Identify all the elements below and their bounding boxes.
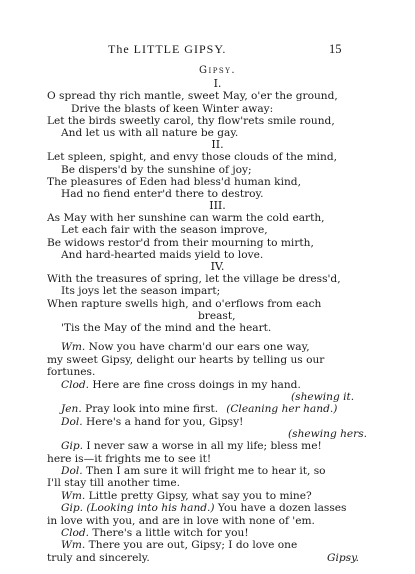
dialogue-line: truly and sincerely. [47, 551, 150, 564]
dialogue-line [61, 502, 346, 515]
stage-direction: (Cleaning her hand.) [226, 403, 338, 416]
dialogue-line [61, 403, 337, 416]
speech-text: Here are fine cross doings in my hand. [89, 378, 301, 391]
dialogue-line [61, 440, 322, 453]
stage-direction: (Looking into his hand.) [83, 502, 215, 515]
speaker-name: Gip. [61, 440, 83, 453]
verse-line: When rapture swells high, and o'erflows from each [47, 297, 322, 310]
dialogue-line: I'll stay till another time. [47, 477, 181, 490]
speech-text: Here's a hand for you, Gipsy! [82, 415, 244, 428]
speaker-name: Gip. [61, 502, 83, 515]
speaker-name: Clod. [61, 526, 90, 539]
dialogue-line [61, 490, 312, 503]
speech-text: Then I am sure it will fright me to hear it, so [82, 465, 326, 478]
dialogue-line: here is—it frights me to see it! [47, 452, 212, 465]
dialogue-line [61, 379, 301, 392]
speaker-name: Wm. [61, 341, 86, 354]
verse-line: O spread thy rich mantle, sweet May, o'er the ground, [47, 90, 338, 103]
speech-text: Now you have charm'd our ears one way, [85, 341, 310, 354]
speaker-name: Dol. [61, 415, 83, 428]
speaker-name: Wm. [61, 539, 86, 552]
verse-line: The pleasures of Eden had bless'd human kind, [47, 175, 301, 188]
verse-line [61, 322, 271, 335]
stanza-number: IV. [210, 259, 225, 273]
section-heading: Gipsy. [198, 65, 237, 76]
speech-text: Little pretty Gipsy, what say you to mine? [85, 489, 312, 502]
speaker-name: Jen. [61, 403, 82, 416]
catchword: Gipsy. [327, 551, 360, 564]
speech-text: Pray look into mine first. [81, 403, 219, 416]
stage-direction: (shewing hers. [288, 427, 368, 440]
stanza-number: III. [209, 198, 226, 212]
dialogue-line [61, 416, 243, 429]
dialogue-line: fortunes. [47, 366, 96, 379]
page-number: 15 [329, 42, 342, 56]
running-head [0, 42, 415, 58]
verse-line: And let us with all nature be gay. [61, 127, 239, 140]
dialogue-line [61, 341, 310, 354]
verse-line: Let spleen, spight, and envy those clouds of the mind, [47, 151, 337, 164]
speech-text: There's a little witch for you! [89, 526, 249, 539]
verse-line: With the treasures of spring, let the village be dress'd, [47, 272, 341, 285]
speech-text: I never saw a worse in all my life; bless me! [83, 440, 322, 453]
stanza-number: II. [211, 137, 224, 151]
dialogue-line [61, 539, 297, 552]
dialogue-line: my sweet Gipsy, delight our hearts by telling us our [47, 353, 325, 366]
verse-text: 'Tis the May of the mind and the heart. [61, 322, 272, 335]
stanza-number: I. [213, 77, 222, 90]
verse-line: Its joys let the season impart; [61, 285, 221, 298]
speaker-name: Dol. [61, 465, 83, 478]
verse-line: breast, [198, 310, 236, 323]
speech-text: You have a dozen lasses [214, 502, 347, 515]
verse-line: Had no fiend enter'd there to destroy. [61, 188, 264, 201]
dialogue-line [61, 527, 249, 540]
verse-line: Be dispers'd by the sunshine of joy; [61, 163, 252, 176]
running-head-title: The LITTLE GIPSY. [108, 42, 227, 56]
verse-line: As May with her sunshine can warm the cold earth, [47, 212, 325, 225]
dialogue-line: in love with you, and are in love with none of 'em. [47, 514, 315, 527]
speaker-name: Wm. [61, 489, 86, 502]
speaker-name: Clod. [61, 378, 90, 391]
speech-text: There you are out, Gipsy; I do love one [85, 539, 298, 552]
verse-line: And hard-hearted maids yield to love. [61, 249, 264, 262]
verse-line: Drive the blasts of keen Winter away: [71, 102, 274, 115]
verse-line: Be widows restor'd from their mourning to mirth, [47, 236, 314, 249]
dialogue-line [61, 465, 326, 478]
verse-line: Let each fair with the season improve, [61, 224, 268, 237]
stage-direction: (shewing it. [291, 390, 355, 403]
verse-line: Let the birds sweetly carol, thy flow'rets smile round, [47, 115, 335, 128]
